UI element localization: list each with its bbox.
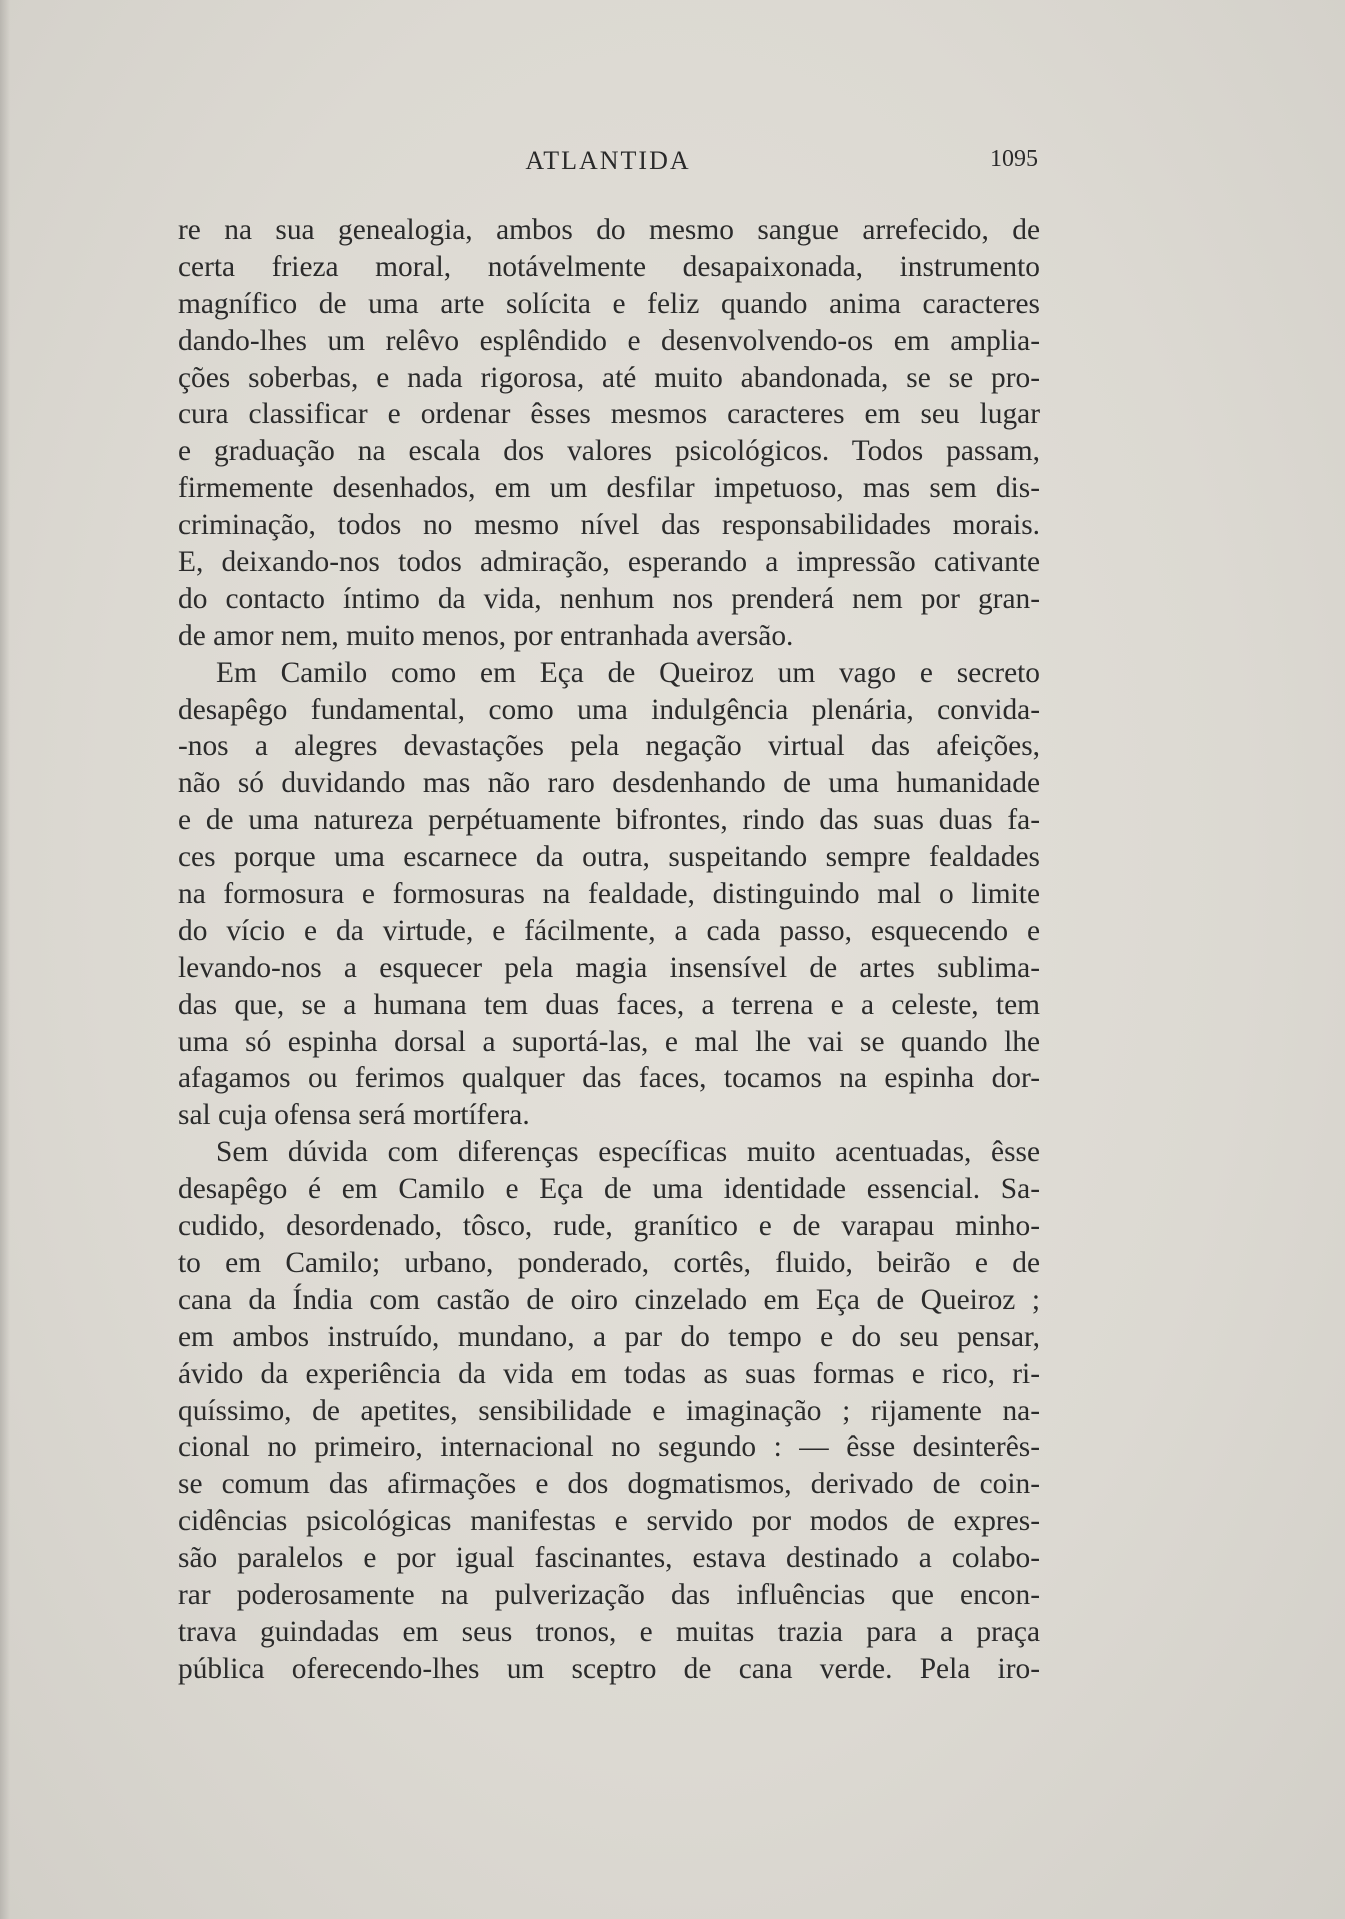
text-line: do vício e da virtude, e fácilmente, a cada passo, esquecendo e: [178, 914, 1040, 947]
text-line: são paralelos e por igual fascinantes, estava destinado a colabo-: [178, 1542, 1040, 1575]
text-line: cional no primeiro, internacional no segundo : — êsse desinterês-: [178, 1431, 1040, 1464]
text-line: pública oferecendo-lhes um sceptro de cana verde. Pela iro-: [178, 1652, 1040, 1685]
page-gutter-shadow: [0, 0, 10, 1919]
text-line: não só duvidando mas não raro desdenhando de uma humanidade: [178, 767, 1040, 800]
text-line: desapêgo fundamental, como uma indulgência plenária, convida-: [178, 693, 1040, 726]
text-line: -nos a alegres devastações pela negação virtual das afeições,: [178, 730, 1040, 763]
text-line: de amor nem, muito menos, por entranhada aversão.: [178, 619, 794, 652]
text-line: ávido da experiência da vida em todas as suas formas e rico, ri-: [178, 1357, 1040, 1390]
text-line: desapêgo é em Camilo e Eça de uma identidade essencial. Sa-: [178, 1173, 1040, 1206]
text-line: afagamos ou ferimos qualquer das faces, tocamos na espinha dor-: [178, 1062, 1040, 1095]
text-line: magnífico de uma arte solícita e feliz quando anima caracteres: [178, 287, 1040, 320]
text-line: cura classificar e ordenar êsses mesmos caracteres em seu lugar: [178, 398, 1040, 431]
text-line: rar poderosamente na pulverização das influências que encon-: [178, 1578, 1040, 1611]
text-line: do contacto íntimo da vida, nenhum nos prenderá nem por gran-: [178, 582, 1040, 615]
page-header: [178, 146, 1038, 182]
text-line: dando-lhes um relêvo esplêndido e desenvolvendo-os em amplia-: [178, 324, 1040, 357]
text-line: se comum das afirmações e dos dogmatismos, derivado de coin-: [178, 1468, 1040, 1501]
text-line: cudido, desordenado, tôsco, rude, granítico e de varapau minho-: [178, 1210, 1040, 1243]
text-line: Sem dúvida com diferenças específicas muito acentuadas, êsse: [216, 1136, 1040, 1169]
text-line: trava guindadas em seus tronos, e muitas trazia para a praça: [178, 1615, 1040, 1648]
text-line: em ambos instruído, mundano, a par do tempo e do seu pensar,: [178, 1320, 1040, 1353]
text-line: quíssimo, de apetites, sensibilidade e imaginação ; rijamente na-: [178, 1394, 1040, 1427]
text-line: E, deixando-nos todos admiração, esperando a impressão cativante: [178, 546, 1040, 579]
text-line: certa frieza moral, notávelmente desapaixonada, instrumento: [178, 250, 1040, 283]
running-title: ATLANTIDA: [525, 146, 691, 175]
text-line: e de uma natureza perpétuamente bifrontes, rindo das suas duas fa-: [178, 804, 1040, 837]
text-line: to em Camilo; urbano, ponderado, cortês, fluido, beirão e de: [178, 1246, 1040, 1279]
text-line: ções soberbas, e nada rigorosa, até muito abandonada, se se pro-: [178, 361, 1040, 394]
text-line: criminação, todos no mesmo nível das responsabilidades morais.: [178, 509, 1040, 542]
text-line: firmemente desenhados, em um desfilar impetuoso, mas sem dis-: [178, 472, 1040, 505]
page-number: 1095: [990, 146, 1038, 172]
text-line: uma só espinha dorsal a suportá-las, e mal lhe vai se quando lhe: [178, 1025, 1040, 1058]
text-line: na formosura e formosuras na fealdade, distinguindo mal o limite: [178, 878, 1040, 911]
text-line: re na sua genealogia, ambos do mesmo sangue arrefecido, de: [178, 214, 1040, 246]
text-line: ces porque uma escarnece da outra, suspeitando sempre fealdades: [178, 841, 1040, 874]
text-line: cidências psicológicas manifestas e servido por modos de expres-: [178, 1505, 1040, 1538]
text-line: das que, se a humana tem duas faces, a terrena e a celeste, tem: [178, 988, 1040, 1021]
text-line: levando-nos a esquecer pela magia insensível de artes sublima-: [178, 951, 1040, 984]
text-line: Em Camilo como em Eça de Queiroz um vago e secreto: [216, 656, 1040, 689]
body-text: [178, 212, 1040, 1688]
text-line: cana da Índia com castão de oiro cinzelado em Eça de Queiroz ;: [178, 1283, 1040, 1316]
text-line: e graduação na escala dos valores psicológicos. Todos passam,: [178, 435, 1040, 468]
text-line: sal cuja ofensa será mortífera.: [178, 1099, 530, 1132]
